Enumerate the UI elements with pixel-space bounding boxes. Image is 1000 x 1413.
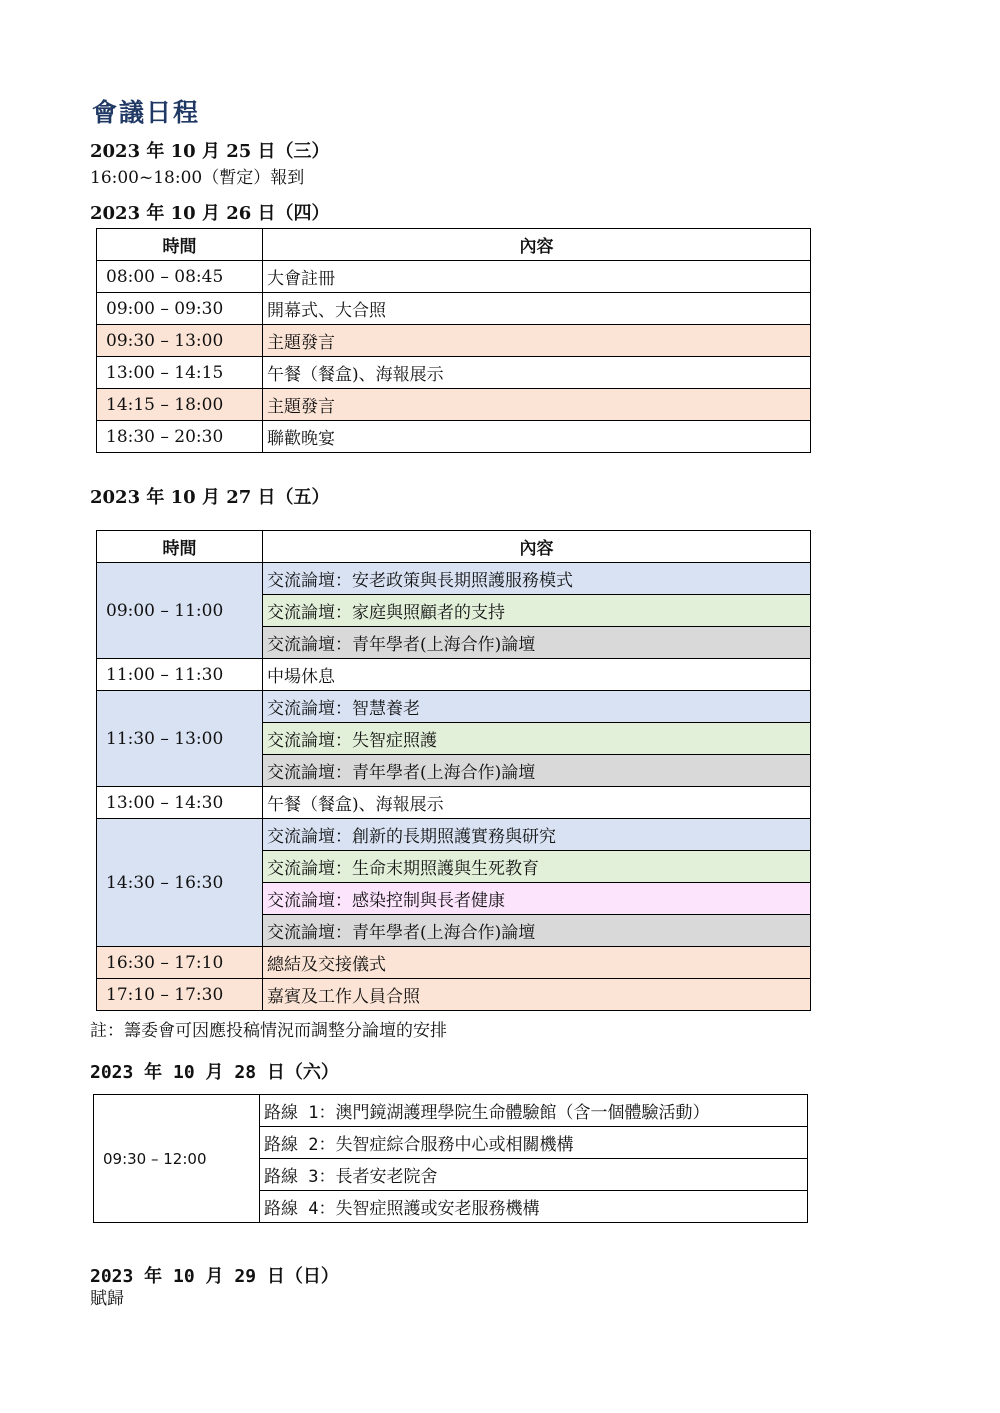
time-cell: 14:30 – 16:30 [97,819,263,947]
content-cell: 交流論壇：青年學者(上海合作)論壇 [263,755,811,787]
table-row [97,389,811,421]
page-title: 會議日程 [92,98,201,127]
time-cell: 11:00 – 11:30 [97,659,263,691]
col-time-header: 時間 [97,229,263,261]
day1-heading: 2023 年 10 月 25 日（三） [90,141,330,162]
day4-heading: 2023 年 10 月 28 日（六） [90,1062,339,1083]
day5-heading: 2023 年 10 月 29 日（日） [90,1266,339,1287]
table-row [97,421,811,453]
time-cell: 08:00 – 08:45 [97,261,263,293]
content-cell: 主題發言 [263,389,811,421]
table-header-row [97,229,811,261]
time-cell: 11:30 – 13:00 [97,691,263,787]
content-cell: 交流論壇：創新的長期照護實務與研究 [263,819,811,851]
day3-heading: 2023 年 10 月 27 日（五） [90,487,330,508]
day2-schedule-table [96,228,811,453]
col-time-header: 時間 [97,531,263,563]
time-cell: 13:00 – 14:15 [97,357,263,389]
time-cell: 09:30 – 12:00 [94,1095,260,1223]
table-row [97,261,811,293]
route-cell: 路線 3：長者安老院舍 [260,1159,808,1191]
content-cell: 交流論壇：感染控制與長者健康 [263,883,811,915]
content-cell: 交流論壇：智慧養老 [263,691,811,723]
content-cell: 聯歡晚宴 [263,421,811,453]
content-cell: 嘉賓及工作人員合照 [263,979,811,1011]
content-cell: 交流論壇：家庭與照顧者的支持 [263,595,811,627]
table-row [97,979,811,1011]
day5-note: 賦歸 [90,1289,124,1309]
table-row [97,947,811,979]
time-cell: 13:00 – 14:30 [97,787,263,819]
content-cell: 總結及交接儀式 [263,947,811,979]
table-row [94,1095,808,1127]
table-header-row [97,531,811,563]
content-cell: 交流論壇：生命末期照護與生死教育 [263,851,811,883]
content-cell: 交流論壇：安老政策與長期照護服務模式 [263,563,811,595]
time-cell: 09:30 – 13:00 [97,325,263,357]
table-row [97,563,811,595]
col-content-header: 內容 [263,229,811,261]
route-cell: 路線 4：失智症照護或安老服務機構 [260,1191,808,1223]
table-row [97,357,811,389]
content-cell: 午餐（餐盒)、海報展示 [263,357,811,389]
time-cell: 09:00 – 11:00 [97,563,263,659]
content-cell: 開幕式、大合照 [263,293,811,325]
day2-heading: 2023 年 10 月 26 日（四） [90,203,330,224]
table-row [97,293,811,325]
table-row [97,691,811,723]
content-cell: 交流論壇：失智症照護 [263,723,811,755]
table-row [97,787,811,819]
day1-note: 16:00~18:00（暫定）報到 [90,168,305,188]
time-cell: 16:30 – 17:10 [97,947,263,979]
route-cell: 路線 2：失智症綜合服務中心或相關機構 [260,1127,808,1159]
content-cell: 主題發言 [263,325,811,357]
content-cell: 大會註冊 [263,261,811,293]
content-cell: 交流論壇：青年學者(上海合作)論壇 [263,915,811,947]
content-cell: 午餐（餐盒)、海報展示 [263,787,811,819]
time-cell: 14:15 – 18:00 [97,389,263,421]
day3-footnote: 註：籌委會可因應投稿情況而調整分論壇的安排 [90,1021,447,1041]
time-cell: 17:10 – 17:30 [97,979,263,1011]
table-row [97,659,811,691]
content-cell: 交流論壇：青年學者(上海合作)論壇 [263,627,811,659]
route-cell: 路線 1：澳門鏡湖護理學院生命體驗館（含一個體驗活動） [260,1095,808,1127]
col-content-header: 內容 [263,531,811,563]
time-cell: 18:30 – 20:30 [97,421,263,453]
content-cell: 中場休息 [263,659,811,691]
day4-routes-table [93,1094,808,1223]
day3-schedule-table [96,530,811,1011]
time-cell: 09:00 – 09:30 [97,293,263,325]
table-row [97,325,811,357]
table-row [97,819,811,851]
